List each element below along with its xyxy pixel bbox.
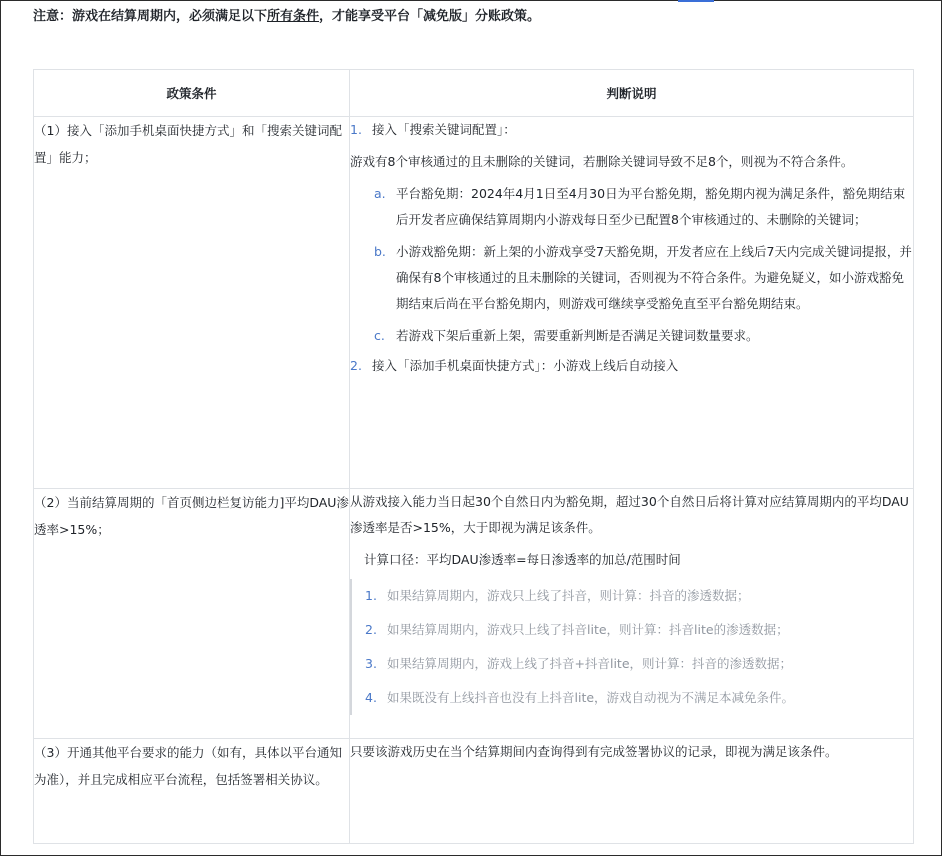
notice-text (33, 6, 540, 28)
quote-text: 如果结算周期内，游戏上线了抖音+抖音lite，则计算：抖音的渗透数据； (387, 656, 793, 671)
item-text: 接入「搜索关键词配置」： (372, 122, 516, 137)
explanation-cell (350, 117, 914, 489)
quote-item (365, 681, 913, 715)
quote-item (365, 647, 913, 681)
description-text: 从游戏接入能力当日起30个自然日内为豁免期，超过30个自然日后将计算对应结算周期内的平均DAU渗透率是否>15%，大于即视为满足该条件。 (350, 494, 909, 535)
quote-item (365, 579, 913, 613)
ordered-item (350, 353, 913, 379)
header-explanation: 判断说明 (350, 70, 914, 117)
condition-text: （3）开通其他平台要求的能力（如有，具体以平台通知为准），并且完成相应平台流程，包括签署相关协议。 (34, 745, 342, 787)
explanation-cell (350, 739, 914, 844)
quote-number: 2. (365, 622, 377, 637)
sub-text: 小游戏豁免期：新上架的小游戏享受7天豁免期，开发者应在上线后7天内完成关键词提报，并确保有8个审核通过的且未删除的关键词，否则视为不符合条件。为避免疑义，如小游戏豁免期结束后尚在平台豁免期内，则游戏可继续享受豁免直至平台豁免期结束。 (396, 244, 912, 311)
description-text: 游戏有8个审核通过的且未删除的关键词，若删除关键词导致不足8个，则视为不符合条件。 (350, 154, 854, 169)
table-row (34, 489, 914, 739)
quote-text: 如果既没有上线抖音也没有上抖音lite，游戏自动视为不满足本减免条件。 (387, 690, 795, 705)
sub-marker: a. (374, 186, 386, 201)
notice-underlined: 所有条件 (267, 9, 320, 24)
sub-item (350, 239, 913, 317)
quote-number: 1. (365, 588, 377, 603)
condition-cell (34, 739, 350, 844)
table-header-row (34, 70, 914, 117)
item-text: 接入「添加手机桌面快捷方式」：小游戏上线后自动接入 (372, 358, 679, 373)
quote-block (350, 579, 913, 715)
table-row (34, 739, 914, 844)
condition-text: （1）接入「添加手机桌面快捷方式」和「搜索关键词配置」能力； (34, 123, 342, 165)
top-accent-bar (678, 0, 714, 2)
condition-text: （2）当前结算周期的「首页侧边栏复访能力]平均DAU渗透率>15%； (34, 495, 349, 537)
sub-item (350, 323, 913, 349)
sub-text: 若游戏下架后重新上架，需要重新判断是否满足关键词数量要求。 (396, 328, 759, 343)
notice-prefix: 注意：游戏在结算周期内，必须满足以下 (33, 9, 268, 24)
sub-text: 平台豁免期：2024年4月1日至4月30日为平台豁免期，豁免期内视为满足条件，豁免期结束后开发者应确保结算周期内小游戏每日至少已配置8个审核通过的、未删除的关键词； (396, 186, 906, 227)
policy-table (33, 69, 914, 844)
header-condition: 政策条件 (34, 70, 350, 117)
calc-formula: 计算口径：平均DAU渗透率=每日渗透率的加总/范围时间 (364, 552, 681, 567)
quote-number: 3. (365, 656, 377, 671)
quote-text: 如果结算周期内，游戏只上线了抖音lite，则计算：抖音lite的渗透数据； (387, 622, 789, 637)
table-row (34, 117, 914, 489)
quote-text: 如果结算周期内，游戏只上线了抖音，则计算：抖音的渗透数据； (387, 588, 750, 603)
quote-item (365, 613, 913, 647)
description-text: 只要该游戏历史在当个结算期间内查询得到有完成签署协议的记录，即视为满足该条件。 (350, 744, 838, 759)
sub-item (350, 181, 913, 233)
condition-cell (34, 117, 350, 489)
explanation-cell (350, 489, 914, 739)
item-number: 2. (350, 358, 362, 373)
item-number: 1. (350, 122, 362, 137)
quote-number: 4. (365, 690, 377, 705)
notice-suffix: ，才能享受平台「减免版」分账政策。 (319, 9, 541, 24)
ordered-item (350, 117, 913, 143)
sub-marker: b. (374, 244, 386, 259)
condition-cell (34, 489, 350, 739)
sub-marker: c. (374, 328, 385, 343)
